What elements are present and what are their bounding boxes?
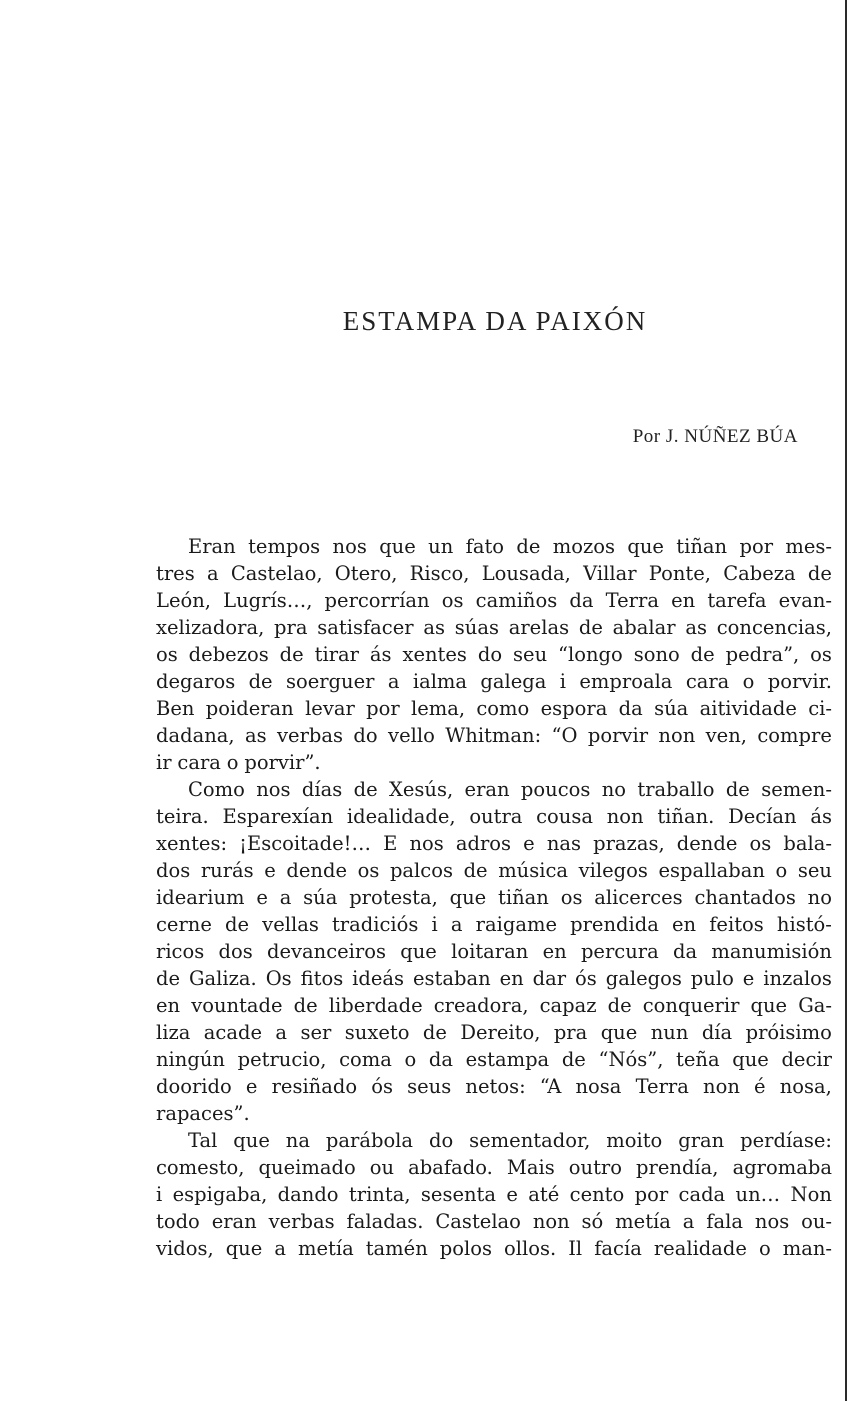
text-line: Tal que na parábola do sementador, moito gran perdíase:: [188, 1129, 832, 1152]
article-title: ESTAMPA DA PAIXÓN: [342, 306, 648, 336]
text-line: rapaces”.: [156, 1102, 250, 1125]
text-line: teira. Esparexían idealidade, outra cousa non tiñan. Decían ás: [156, 805, 832, 828]
text-line: idearium e a súa protesta, que tiñan os alicerces chantados no: [156, 886, 832, 909]
text-line: ricos dos devanceiros que loitaran en percura da manumisión: [156, 940, 832, 963]
text-line: tres a Castelao, Otero, Risco, Lousada, Villar Ponte, Cabeza de: [156, 562, 832, 585]
text-line: todo eran verbas faladas. Castelao non só metía a fala nos ou-: [156, 1210, 832, 1233]
text-line: liza acade a ser suxeto de Dereito, pra que nun día próisimo: [156, 1021, 832, 1044]
text-line: Como nos días de Xesús, eran poucos no traballo de semen-: [188, 778, 832, 801]
text-line: dos rurás e dende os palcos de música vilegos espallaban o seu: [156, 859, 832, 882]
text-line: Eran tempos nos que un fato de mozos que tiñan por mes-: [188, 535, 832, 558]
text-line: degaros de soerguer a ialma galega i emproala cara o porvir.: [156, 670, 832, 693]
text-line: en vountade de liberdade creadora, capaz de conquerir que Ga-: [156, 994, 832, 1017]
text-line: doorido e resiñado ós seus netos: “A nosa Terra non é nosa,: [156, 1075, 832, 1098]
text-line: Ben poideran levar por lema, como espora da súa aitividade ci-: [156, 697, 832, 720]
text-line: xentes: ¡Escoitade!… E nos adros e nas prazas, dende os bala-: [156, 832, 832, 855]
text-line: vidos, que a metía tamén polos ollos. Il facía realidade o man-: [156, 1237, 832, 1260]
text-line: i espigaba, dando trinta, sesenta e até cento por cada un… Non: [156, 1183, 832, 1206]
text-line: de Galiza. Os fitos ideás estaban en dar ós galegos pulo e inzalos: [156, 967, 832, 990]
text-line: comesto, queimado ou abafado. Mais outro prendía, agromaba: [156, 1156, 832, 1179]
text-line: dadana, as verbas do vello Whitman: “O porvir non ven, compre: [156, 724, 832, 747]
text-line: os debezos de tirar ás xentes do seu “longo sono de pedra”, os: [156, 643, 832, 666]
text-line: cerne de vellas tradiciós i a raigame prendida en feitos histó-: [156, 913, 832, 936]
article-body: [156, 533, 832, 1262]
text-line: ningún petrucio, coma o da estampa de “Nós”, teña que decir: [156, 1048, 832, 1071]
article-byline: Por J. NÚÑEZ BÚA: [632, 426, 798, 447]
text-line: xelizadora, pra satisfacer as súas arelas de abalar as concencias,: [156, 616, 832, 639]
text-line: León, Lugrís…, percorrían os camiños da Terra en tarefa evan-: [156, 589, 832, 612]
text-line: ir cara o porvir”.: [156, 751, 321, 774]
page-edge-line: [845, 0, 847, 1401]
